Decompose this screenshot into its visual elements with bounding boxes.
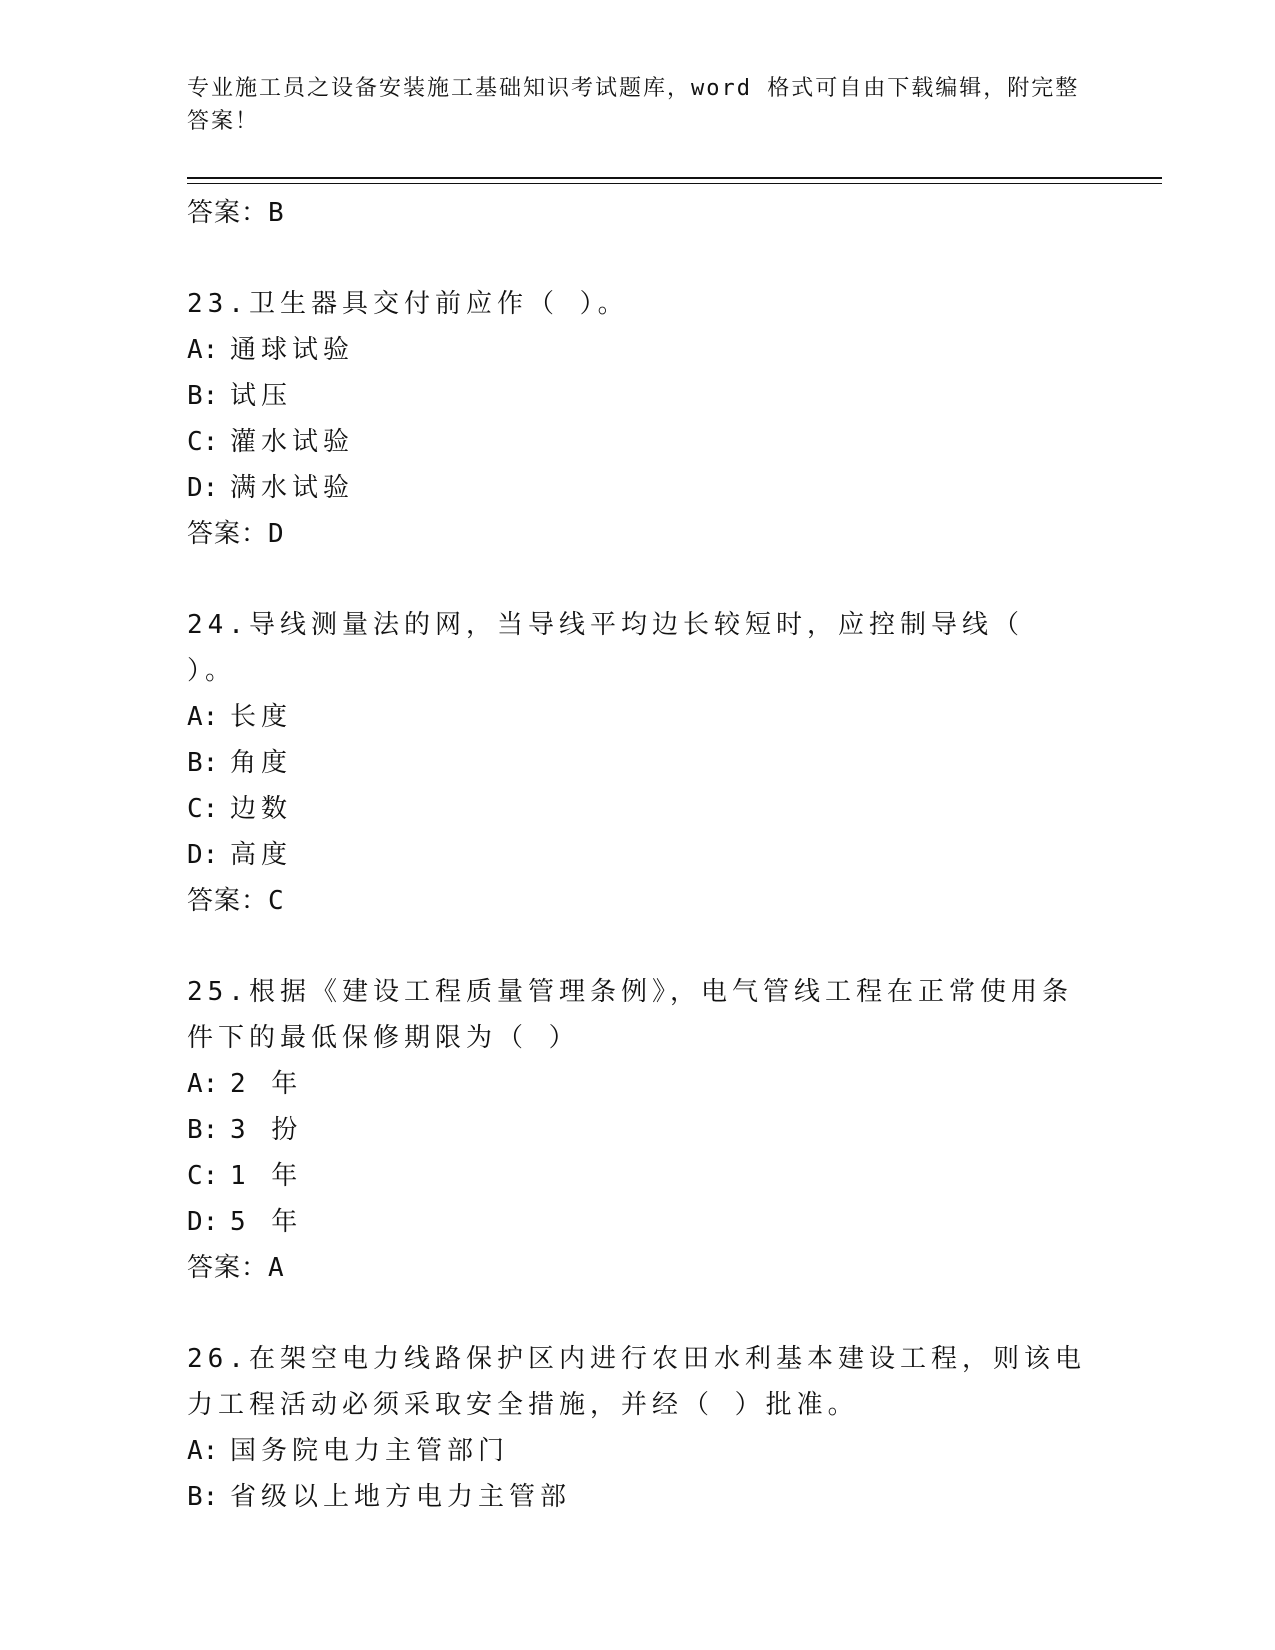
option-text: 国务院电力主管部门	[230, 1436, 510, 1466]
option-key: D:	[187, 840, 219, 870]
answer-value: B	[268, 198, 285, 228]
option-a	[187, 327, 1087, 373]
option-a	[187, 1428, 1087, 1474]
question-list	[187, 190, 1087, 1520]
option-key: D:	[187, 1207, 219, 1237]
answer-line	[187, 190, 1087, 236]
option-key: B:	[187, 381, 219, 411]
answer-label: 答案：	[187, 519, 269, 549]
question-stem: 25.根据《建设工程质量管理条例》，电气管线工程在正常使用条件下的最低保修期限为（ ）	[187, 977, 1073, 1053]
option-key: A:	[187, 335, 219, 365]
option-d	[187, 832, 1087, 878]
option-text: 边数	[230, 794, 293, 824]
answer-value: C	[268, 886, 285, 916]
option-key: B:	[187, 1482, 219, 1512]
option-text: 灌水试验	[230, 427, 355, 457]
question-stem: 24.导线测量法的网，当导线平均边长较短时，应控制导线（ ）。	[187, 610, 1024, 686]
option-text: 1 年	[230, 1161, 303, 1191]
answer-label: 答案：	[187, 1253, 269, 1283]
answer-line	[187, 878, 1087, 924]
option-key: A:	[187, 702, 219, 732]
option-text: 长度	[230, 702, 293, 732]
header-rule-thick	[187, 177, 1162, 179]
answer-label: 答案：	[187, 198, 269, 228]
question-stem: 26.在架空电力线路保护区内进行农田水利基本建设工程，则该电力工程活动必须采取安全措施，并经（ ）批准。	[187, 1344, 1086, 1420]
answer-line	[187, 1245, 1087, 1291]
option-text: 角度	[230, 748, 293, 778]
answer-value: A	[268, 1253, 285, 1283]
option-text: 2 年	[230, 1069, 303, 1099]
answer-line	[187, 511, 1087, 557]
option-text: 通球试验	[230, 335, 355, 365]
option-key: B:	[187, 1115, 219, 1145]
option-key: C:	[187, 794, 219, 824]
option-key: D:	[187, 473, 219, 503]
option-a	[187, 1061, 1087, 1107]
option-text: 满水试验	[230, 473, 355, 503]
option-text: 试压	[230, 381, 293, 411]
option-c	[187, 419, 1087, 465]
answer-value: D	[268, 519, 285, 549]
option-d	[187, 1199, 1087, 1245]
option-b	[187, 740, 1087, 786]
document-header: 专业施工员之设备安装施工基础知识考试题库，word 格式可自由下载编辑，附完整答案！	[187, 76, 1080, 134]
answer-label: 答案：	[187, 886, 269, 916]
option-key: B:	[187, 748, 219, 778]
question-stem: 23.卫生器具交付前应作（ ）。	[187, 289, 629, 319]
option-text: 高度	[230, 840, 293, 870]
option-key: C:	[187, 427, 219, 457]
option-text: 3 扮	[230, 1115, 303, 1145]
option-key: C:	[187, 1161, 219, 1191]
option-c	[187, 1153, 1087, 1199]
option-text: 省级以上地方电力主管部	[230, 1482, 572, 1512]
option-c	[187, 786, 1087, 832]
option-text: 5 年	[230, 1207, 303, 1237]
header-rule-thin	[187, 183, 1162, 184]
option-b	[187, 1107, 1087, 1153]
option-a	[187, 694, 1087, 740]
option-key: A:	[187, 1436, 219, 1466]
option-b	[187, 1474, 1087, 1520]
option-b	[187, 373, 1087, 419]
option-key: A:	[187, 1069, 219, 1099]
option-d	[187, 465, 1087, 511]
